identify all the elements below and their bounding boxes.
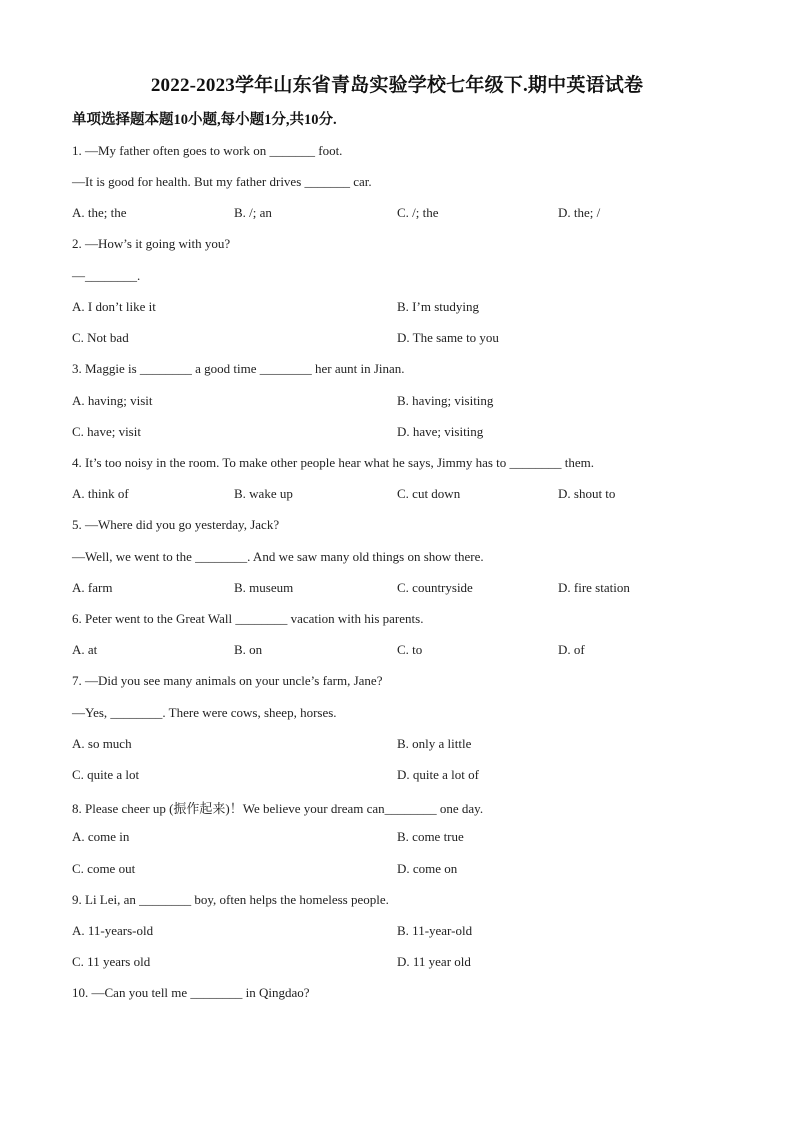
question-7-stem-line: 7. —Did you see many animals on your uncle’s farm, Jane? bbox=[72, 673, 383, 688]
page-title: 2022-2023学年山东省青岛实验学校七年级下.期中英语试卷 bbox=[150, 75, 644, 96]
question-2-option-c: C. Not bad bbox=[72, 330, 129, 345]
question-7-stem-line: —Yes, ________. There were cows, sheep, horses. bbox=[72, 705, 337, 720]
question-9-option-c: C. 11 years old bbox=[72, 954, 151, 969]
question-2-option-b: B. I’m studying bbox=[397, 299, 479, 314]
question-2-option-d: D. The same to you bbox=[397, 330, 499, 345]
question-3-option-a: A. having; visit bbox=[72, 393, 153, 408]
question-5-option-a: A. farm bbox=[72, 580, 113, 595]
section-heading: 单项选择题本题10小题,每小题1分,共10分. bbox=[72, 112, 337, 128]
question-5-stem-line: 5. —Where did you go yesterday, Jack? bbox=[72, 517, 280, 532]
question-3-option-c: C. have; visit bbox=[72, 424, 141, 439]
question-5-option-d: D. fire station bbox=[558, 580, 630, 595]
question-9-option-b: B. 11-year-old bbox=[397, 923, 473, 938]
question-9-stem-line: 9. Li Lei, an ________ boy, often helps the homeless people. bbox=[72, 892, 389, 907]
question-7-option-b: B. only a little bbox=[397, 736, 472, 751]
question-8-option-d: D. come on bbox=[397, 861, 458, 876]
question-9-option-d: D. 11 year old bbox=[397, 954, 471, 969]
question-6-option-d: D. of bbox=[558, 642, 585, 657]
question-5-option-b: B. museum bbox=[234, 580, 294, 595]
question-1-option-c: C. /; the bbox=[397, 205, 439, 220]
question-7-option-d: D. quite a lot of bbox=[397, 767, 479, 782]
question-2-stem-line: —________. bbox=[72, 268, 141, 283]
question-1-stem-line: —It is good for health. But my father drives _______ car. bbox=[72, 174, 372, 189]
question-1-stem-line: 1. —My father often goes to work on _______ foot. bbox=[72, 143, 343, 158]
question-6-option-a: A. at bbox=[72, 642, 98, 657]
question-4-stem-line: 4. It’s too noisy in the room. To make other people hear what he says, Jimmy has to ________ them. bbox=[72, 455, 595, 470]
question-4-option-b: B. wake up bbox=[234, 486, 293, 501]
question-8-option-c: C. come out bbox=[72, 861, 136, 876]
question-8-option-a: A. come in bbox=[72, 829, 130, 844]
question-10-stem-line: 10. —Can you tell me ________ in Qingdao? bbox=[72, 985, 310, 1000]
question-4-option-d: D. shout to bbox=[558, 486, 616, 501]
question-3-option-d: D. have; visiting bbox=[397, 424, 484, 439]
question-6-option-c: C. to bbox=[397, 642, 423, 657]
question-1-option-a: A. the; the bbox=[72, 205, 127, 220]
question-6-stem-line: 6. Peter went to the Great Wall ________ vacation with his parents. bbox=[72, 611, 424, 626]
question-5-stem-line: —Well, we went to the ________. And we saw many old things on show there. bbox=[72, 549, 484, 564]
question-8-option-b: B. come true bbox=[397, 829, 464, 844]
question-5-option-c: C. countryside bbox=[397, 580, 473, 595]
question-4-option-c: C. cut down bbox=[397, 486, 461, 501]
question-7-option-c: C. quite a lot bbox=[72, 767, 140, 782]
question-3-stem-line: 3. Maggie is ________ a good time ________ her aunt in Jinan. bbox=[72, 361, 405, 376]
question-1-option-b: B. /; an bbox=[234, 205, 272, 220]
question-6-option-b: B. on bbox=[234, 642, 263, 657]
question-2-option-a: A. I don’t like it bbox=[72, 299, 156, 314]
question-2-stem-line: 2. —How’s it going with you? bbox=[72, 236, 231, 251]
question-9-option-a: A. 11-years-old bbox=[72, 923, 154, 938]
question-7-option-a: A. so much bbox=[72, 736, 132, 751]
question-4-option-a: A. think of bbox=[72, 486, 129, 501]
question-8-stem-line: 8. Please cheer up (振作起来)！We believe your dream can________ one day. bbox=[72, 801, 484, 816]
question-3-option-b: B. having; visiting bbox=[397, 393, 494, 408]
question-1-option-d: D. the; / bbox=[558, 205, 601, 220]
